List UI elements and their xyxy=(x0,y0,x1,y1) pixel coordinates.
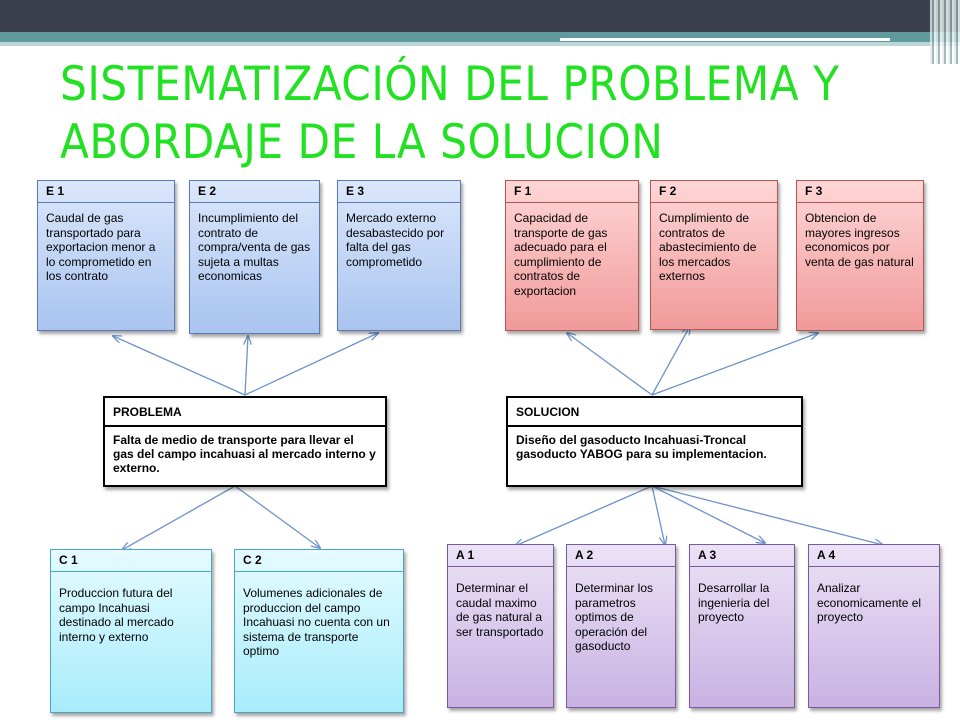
end-text: Cumplimiento de contratos de abastecimiento de los mercados externos xyxy=(659,211,757,284)
action-box-a1 xyxy=(447,544,554,708)
arrow-problem-e1 xyxy=(113,336,245,395)
arrow-solution-f1 xyxy=(567,333,652,395)
arrow-problem-c1 xyxy=(122,486,235,550)
arrow-solution-f2 xyxy=(652,326,690,395)
arrow-problem-c2 xyxy=(235,486,320,548)
cause-label: C 1 xyxy=(51,550,211,572)
effect-label: E 1 xyxy=(38,181,174,203)
end-label: F 2 xyxy=(651,181,777,203)
banner-stripe xyxy=(560,38,890,41)
problem-box xyxy=(103,396,387,487)
action-label: A 3 xyxy=(690,545,794,567)
end-box-f1 xyxy=(505,180,639,331)
teal-banner-light xyxy=(0,42,960,46)
arrow-problem-e2 xyxy=(245,336,248,395)
end-label: F 1 xyxy=(506,181,638,203)
top-banner xyxy=(0,0,960,32)
end-label: F 3 xyxy=(797,181,923,203)
action-box-a4 xyxy=(808,544,940,708)
arrow-solution-a4 xyxy=(652,486,883,545)
action-label: A 1 xyxy=(448,545,553,567)
action-text: Determinar el caudal maximo de gas natural a ser transportado xyxy=(456,581,544,639)
effect-text: Incumplimiento del contrato de compra/venta de gas sujeta a multas economicas xyxy=(198,211,311,284)
cause-box-c2 xyxy=(234,549,404,713)
solution-label: SOLUCION xyxy=(508,398,801,427)
slide-title: SISTEMATIZACIÓN DEL PROBLEMA Y ABORDAJE DE LA SOLUCION xyxy=(60,57,840,170)
effect-box-e2 xyxy=(189,180,320,334)
arrow-solution-f3 xyxy=(652,333,818,395)
end-text: Capacidad de transporte de gas adecuado para el cumplimiento de contratos de exportacion xyxy=(514,211,608,298)
arrow-problem-e3 xyxy=(245,333,378,395)
effect-text: Mercado externo desabastecido por falta del gas comprometido xyxy=(346,211,445,269)
effect-text: Caudal de gas transportado para exportacion menor a lo comprometido en los contrato xyxy=(46,211,156,284)
cause-label: C 2 xyxy=(235,550,403,572)
end-box-f2 xyxy=(650,180,778,330)
action-text: Analizar economicamente el proyecto xyxy=(817,581,922,625)
problem-label: PROBLEMA xyxy=(105,398,385,427)
solution-box xyxy=(506,396,803,487)
action-box-a3 xyxy=(689,544,795,708)
action-text: Desarrollar la ingenieria del proyecto xyxy=(698,581,770,625)
problem-text: Falta de medio de transporte para llevar el gas del campo incahuasi al mercado interno y externo. xyxy=(113,433,376,475)
solution-text: Diseño del gasoducto Incahuasi-Troncal gasoducto YABOG para su implementacion. xyxy=(516,433,767,461)
effect-label: E 3 xyxy=(338,181,460,203)
action-text: Determinar los parametros optimos de operación del gasoducto xyxy=(575,581,654,654)
cause-text: Volumenes adicionales de produccion del campo Incahuasi no cuenta con un sistema de transporte optimo xyxy=(243,586,390,659)
arrow-solution-a1 xyxy=(515,486,652,546)
effect-label: E 2 xyxy=(190,181,319,203)
arrow-solution-a2 xyxy=(652,486,665,545)
action-box-a2 xyxy=(566,544,676,708)
arrow-solution-a3 xyxy=(652,486,765,543)
cause-text: Produccion futura del campo Incahuasi destinado al mercado interno y externo xyxy=(59,586,174,644)
action-label: A 2 xyxy=(567,545,675,567)
effect-box-e1 xyxy=(37,180,175,331)
end-text: Obtencion de mayores ingresos economicos por venta de gas natural xyxy=(805,211,914,269)
cause-box-c1 xyxy=(50,549,212,713)
end-box-f3 xyxy=(796,180,924,331)
banner-decoration xyxy=(930,0,960,64)
effect-box-e3 xyxy=(337,180,461,331)
action-label: A 4 xyxy=(809,545,939,567)
